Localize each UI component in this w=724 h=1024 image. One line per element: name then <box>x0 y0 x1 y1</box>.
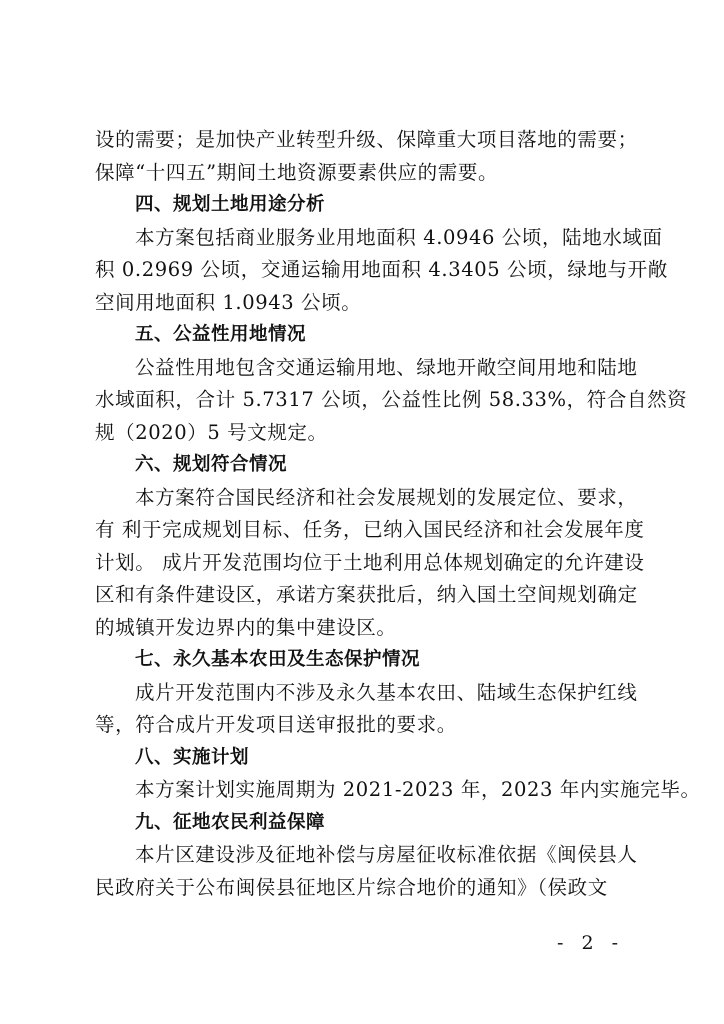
text-line: 等，符合成片开发项目送审报批的要求。 <box>95 713 457 736</box>
text-line: 有 利于完成规划目标、任务，已纳入国民经济和社会发展年度 <box>95 518 645 541</box>
text-line: 区和有条件建设区，承诺方案获批后，纳入国土空间规划确定 <box>95 583 638 606</box>
text-line: 民政府关于公布闽侯县征地区片综合地价的通知》（侯政文 <box>95 875 608 899</box>
section-heading-4: 四、规划土地用途分析 <box>135 194 326 215</box>
text-line: 规（2020）5 号文规定。 <box>95 420 328 444</box>
text-line: 设的需要；是加快产业转型升级、保障重大项目落地的需要； <box>95 128 638 151</box>
section-heading-8: 八、实施计划 <box>135 746 250 768</box>
document-body <box>95 124 701 904</box>
text-line: 水域面积，合计 5.7317 公顷，公益性比例 58.33%，符合自然资 <box>95 388 688 411</box>
text-line: 公益性用地包含交通运输用地、绿地开敞空间用地和陆地 <box>135 355 638 379</box>
text-line: 空间用地面积 1.0943 公顷。 <box>95 290 362 314</box>
section-heading-7: 七、永久基本农田及生态保护情况 <box>135 649 421 670</box>
text-line: 本片区建设涉及征地补偿与房屋征收标准依据《闽侯县人 <box>135 843 638 866</box>
section-heading-5: 五、公益性用地情况 <box>135 324 307 345</box>
text-line: 本方案包括商业服务业用地面积 4.0946 公顷，陆地水域面 <box>135 225 663 249</box>
page-number: - 2 - <box>556 932 624 954</box>
text-line: 保障“十四五”期间土地资源要素供应的需要。 <box>95 160 499 184</box>
text-line: 计划。 成片开发范围均位于土地利用总体规划确定的允许建设 <box>95 550 645 574</box>
section-heading-6: 六、规划符合情况 <box>135 454 288 475</box>
text-line: 成片开发范围内不涉及永久基本农田、陆域生态保护红线 <box>135 680 638 704</box>
section-heading-9: 九、征地农民利益保障 <box>135 811 326 833</box>
text-line: 本方案计划实施周期为 2021-2023 年，2023 年内实施完毕。 <box>135 778 701 801</box>
text-line: 积 0.2969 公顷，交通运输用地面积 4.3405 公顷，绿地与开敞 <box>95 258 668 281</box>
text-line: 本方案符合国民经济和社会发展规划的发展定位、要求， <box>135 485 638 509</box>
text-line: 的城镇开发边界内的集中建设区。 <box>95 615 397 639</box>
